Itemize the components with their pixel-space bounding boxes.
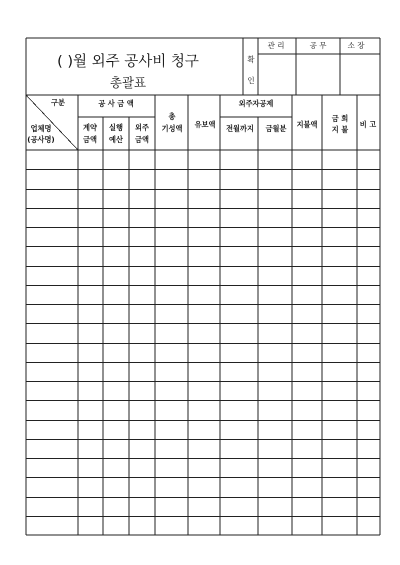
header-current-payment-2: 지 불	[331, 125, 349, 134]
header-outsource-amount: 금액	[135, 135, 149, 144]
header-category: 구분	[51, 98, 65, 107]
header-outsource: 외주	[135, 123, 149, 132]
form-title: ( )월 외주 공사비 청구	[57, 54, 199, 70]
header-execution: 실행	[109, 123, 123, 132]
header-total: 총	[168, 112, 176, 121]
approval-label-bottom: 인	[247, 76, 255, 85]
approval-label-top: 확	[247, 55, 255, 64]
header-paid: 지불액	[296, 120, 318, 129]
form-grid-lines	[26, 38, 380, 535]
header-execution-budget: 예산	[109, 135, 123, 144]
header-until-last-month: 전월까지	[226, 124, 254, 133]
approval-role-works: 공 무	[309, 41, 327, 50]
header-contract-amount: 금액	[83, 135, 97, 144]
approval-role-director: 소 장	[347, 41, 365, 50]
header-remarks: 비 고	[359, 120, 377, 129]
header-contract: 계약	[83, 123, 97, 132]
header-company: 업체명	[30, 124, 52, 133]
header-current-payment: 금 회	[331, 114, 349, 123]
header-construction-amount: 공 사 금 액	[98, 99, 134, 108]
header-retention: 유보액	[194, 120, 216, 129]
header-subcontractor-deduction: 외주자공제	[238, 99, 274, 108]
header-project: (공사명)	[27, 135, 55, 144]
header-this-month: 금월분	[265, 124, 287, 133]
approval-role-manager: 관 리	[267, 41, 285, 50]
header-total-progress: 기성액	[161, 124, 183, 133]
form-subtitle: 총괄표	[109, 75, 147, 90]
